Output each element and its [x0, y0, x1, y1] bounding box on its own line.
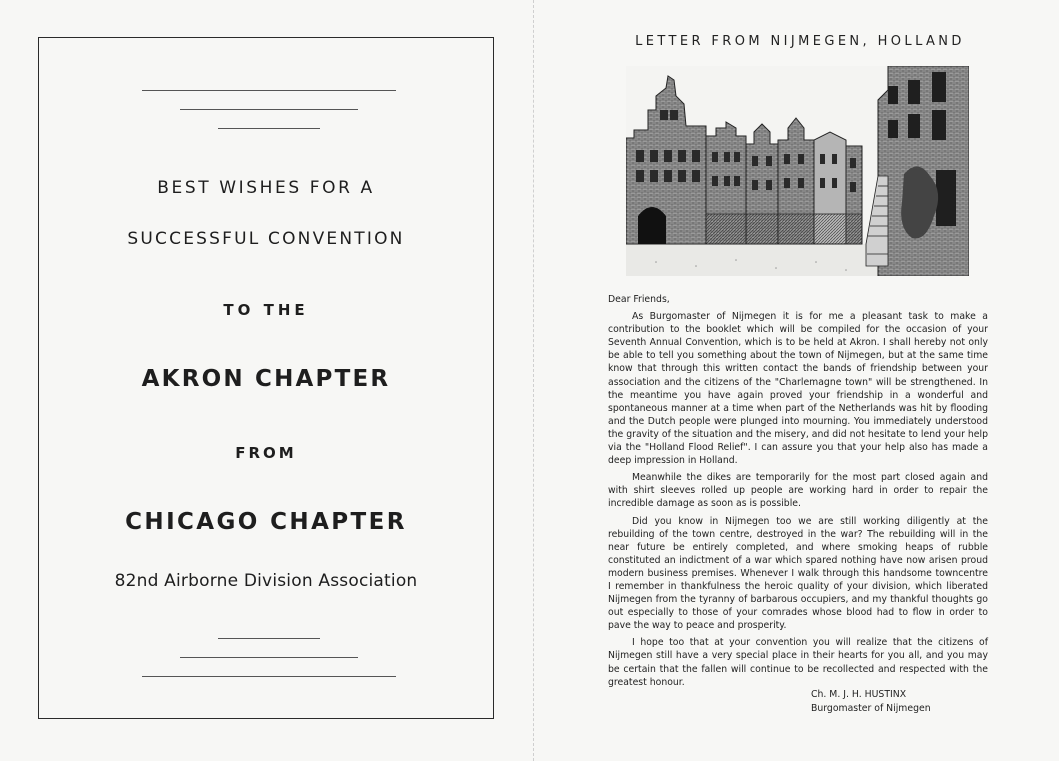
letter-paragraph: Did you know in Nijmegen too we are still working diligently at the rebuilding of the town centre, destroyed in the war? The rebuilding will in the near future be entirely completed, and where smoking heaps of rubble constituted an indictment of a war which spared nothing have now arisen proud modern business premises. Whenever I walk through this handsome towncentre I remember in thankfulness the heroic quality of your division, which liberated Nijmegen from the tyranny of barbarous occupiers, and my thankful thoughts go out especially to those of your comrades whose blood had to flow in order to pave the way to peace and prosperity.	[608, 515, 988, 632]
letter-paragraph: I hope too that at your convention you will realize that the citizens of Nijmegen still have a very special place in their hearts for you all, and you may be certain that the fallen will continue to be recollected and respected with the greatest honour.	[608, 637, 988, 688]
letter-title: LETTER FROM NIJMEGEN, HOLLAND	[635, 34, 965, 49]
ad-line-from: FROM	[235, 444, 297, 462]
town-hall-street-photo	[626, 66, 969, 276]
bottom-rule-3	[142, 676, 396, 677]
ad-line-association: 82nd Airborne Division Association	[114, 571, 418, 591]
letter-body	[608, 293, 988, 689]
signature-block	[811, 688, 931, 715]
greeting-ad-box	[38, 37, 494, 719]
letter-paragraph: As Burgomaster of Nijmegen it is for me a pleasant task to make a contribution to the booklet which will be compiled for the occasion of your Seventh Annual Convention, which is to be held at Akron. I shall hereby not only be able to tell you something about the town of Nijmegen, but at the same time know that through this written contact the bands of friendship between your association and the citizens of the "Charlemagne town" will be strengthened. In the meantime you have again proved your friendship in a wonderful and spontaneous manner at a time when part of the Netherlands was hit by flooding and the Dutch people were plunged into mourning. You immediately understood the gravity of the situation and the misery, and did not hesitate to lend your help via the "Holland Flood Relief". I can assure you that your help also has made a deep impression in Holland.	[608, 311, 988, 467]
page-fold	[533, 0, 534, 761]
ad-line-chicago-chapter: CHICAGO CHAPTER	[125, 509, 407, 535]
signature-name: Ch. M. J. H. HUSTINX	[811, 689, 907, 700]
top-rule-2	[180, 109, 358, 110]
top-rule-1	[142, 90, 396, 91]
ad-line-best-wishes: BEST WISHES FOR A	[157, 178, 375, 198]
ad-line-successful-convention: SUCCESSFUL CONVENTION	[127, 229, 405, 249]
ad-line-akron-chapter: AKRON CHAPTER	[141, 366, 391, 392]
bottom-rule-2	[180, 657, 358, 658]
top-rule-3	[218, 128, 320, 129]
signature-title: Burgomaster of Nijmegen	[811, 702, 931, 714]
letter-greeting: Dear Friends,	[608, 294, 670, 305]
letter-paragraph: Meanwhile the dikes are temporarily for the most part closed again and with shirt sleeves rolled up people are working hard in order to repair the incredible damage as soon as is possible.	[608, 472, 988, 510]
ad-line-to-the: TO THE	[223, 301, 309, 319]
bottom-rule-1	[218, 638, 320, 639]
